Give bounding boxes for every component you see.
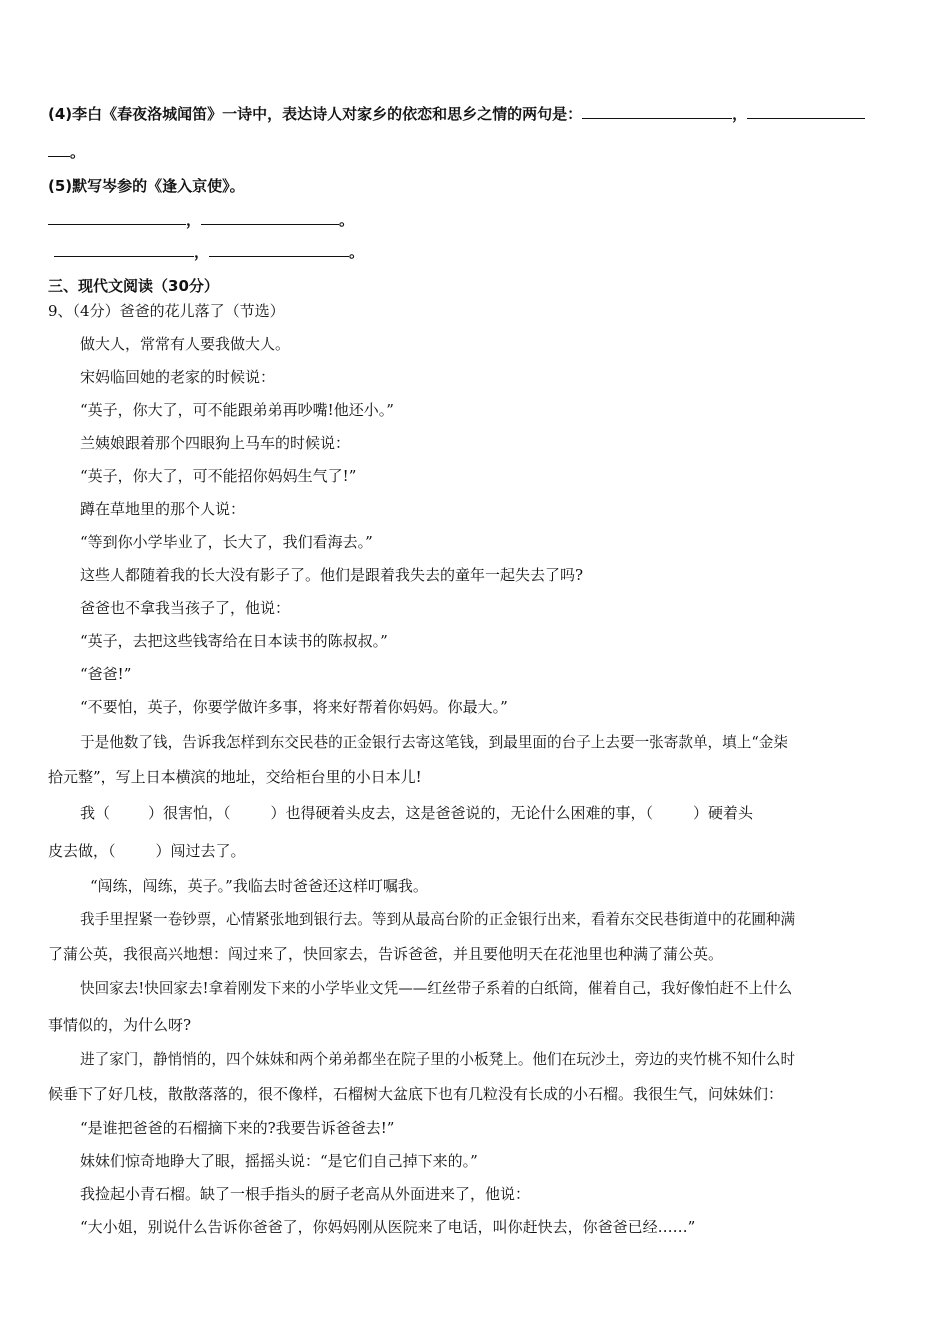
question-4-cont: [48, 142, 85, 162]
passage-line: 候垂下了好几枝，散散落落的，很不像样，石榴树大盆底下也有几粒没有长成的小石榴。我很生气，问妹妹们：: [48, 1085, 784, 1103]
passage-line: 蹲在草地里的那个人说：: [80, 500, 246, 518]
passage-line: 我捡起小青石榴。缺了一根手指头的厨子老高从外面进来了，他说：: [80, 1185, 531, 1203]
question-4: [48, 104, 865, 124]
punctuation: 。: [349, 243, 365, 261]
passage-line: 做大人，常常有人要我做大人。: [80, 335, 291, 353]
passage-line: “爸爸!”: [80, 665, 132, 683]
fill-in-question-line-2: 皮去做，（ ）闯过去了。: [48, 842, 246, 860]
answer-blank[interactable]: [54, 242, 194, 257]
question-5-line-2: [54, 242, 364, 262]
passage-line: 事情似的，为什么呀?: [48, 1016, 192, 1034]
passage-line: “英子，去把这些钱寄给在日本读书的陈叔叔。”: [80, 632, 388, 650]
answer-blank[interactable]: [582, 104, 732, 119]
passage-line: “英子，你大了，可不能招你妈妈生气了!”: [80, 467, 357, 485]
punctuation: ，: [186, 211, 202, 229]
passage-line: 兰姨娘跟着那个四眼狗上马车的时候说：: [80, 434, 351, 452]
passage-line: 进了家门，静悄悄的，四个妹妹和两个弟弟都坐在院子里的小板凳上。他们在玩沙土，旁边的夹竹桃不知什么时: [80, 1051, 796, 1068]
fill-in-question-line-1: 我（ ）很害怕，（ ）也得硬着头皮去，这是爸爸说的，无论什么困难的事，（ ）硬着头: [80, 804, 754, 822]
passage-line: 拾元整”，写上日本横滨的地址，交给柜台里的小日本儿!: [48, 768, 422, 786]
question-4-text: (4)李白《春夜洛城闻笛》一诗中，表达诗人对家乡的依恋和思乡之情的两句是：: [48, 105, 583, 123]
passage-line: “等到你小学毕业了，长大了，我们看海去。”: [80, 533, 373, 551]
passage-line: 快回家去!快回家去!拿着刚发下来的小学毕业文凭——红丝带子系着的白纸筒，催着自己，我好像怕赶不上什么: [80, 980, 793, 997]
answer-blank[interactable]: [201, 210, 339, 225]
section-heading: 三、现代文阅读（30分）: [48, 277, 219, 295]
question-9-title: 9、（4分）爸爸的花儿落了（节选）: [48, 302, 285, 320]
passage-line: “大小姐，别说什么告诉你爸爸了，你妈妈刚从医院来了电话，叫你赶快去，你爸爸已经……”: [80, 1218, 696, 1236]
passage-line: “闯练，闯练，英子。”我临去时爸爸还这样叮嘱我。: [90, 877, 428, 895]
passage-line: 这些人都随着我的长大没有影子了。他们是跟着我失去的童年一起失去了吗?: [80, 566, 584, 584]
answer-blank[interactable]: [209, 242, 349, 257]
passage-line: 爸爸也不拿我当孩子了，他说：: [80, 599, 291, 617]
answer-blank[interactable]: [48, 210, 186, 225]
passage-line: 我手里捏紧一卷钞票，心情紧张地到银行去。等到从最高台阶的正金银行出来，看着东交民巷街道中的花圃种满: [80, 911, 796, 928]
passage-line: 了蒲公英，我很高兴地想：闯过来了，快回家去，告诉爸爸，并且要他明天在花池里也种满了蒲公英。: [48, 945, 724, 963]
punctuation: 。: [70, 143, 86, 161]
answer-blank[interactable]: [48, 142, 70, 157]
passage-line: “是谁把爸爸的石榴摘下来的?我要告诉爸爸去!”: [80, 1119, 395, 1137]
punctuation: 。: [339, 211, 355, 229]
passage-line: 宋妈临回她的老家的时候说：: [80, 368, 276, 386]
question-5-line-1: [48, 210, 354, 230]
question-5: (5)默写岑参的《逢入京使》。: [48, 177, 245, 195]
passage-line: “英子，你大了，可不能跟弟弟再吵嘴!他还小。”: [80, 401, 394, 419]
punctuation: ，: [732, 105, 748, 123]
passage-line: 妹妹们惊奇地睁大了眼，摇摇头说：“是它们自己掉下来的。”: [80, 1152, 478, 1170]
passage-line: 于是他数了钱，告诉我怎样到东交民巷的正金银行去寄这笔钱，到最里面的台子上去要一张寄款单，填上“金柒: [80, 734, 788, 751]
answer-blank[interactable]: [747, 104, 865, 119]
punctuation: ，: [194, 243, 210, 261]
passage-line: “不要怕，英子，你要学做许多事，将来好帮着你妈妈。你最大。”: [80, 698, 508, 716]
